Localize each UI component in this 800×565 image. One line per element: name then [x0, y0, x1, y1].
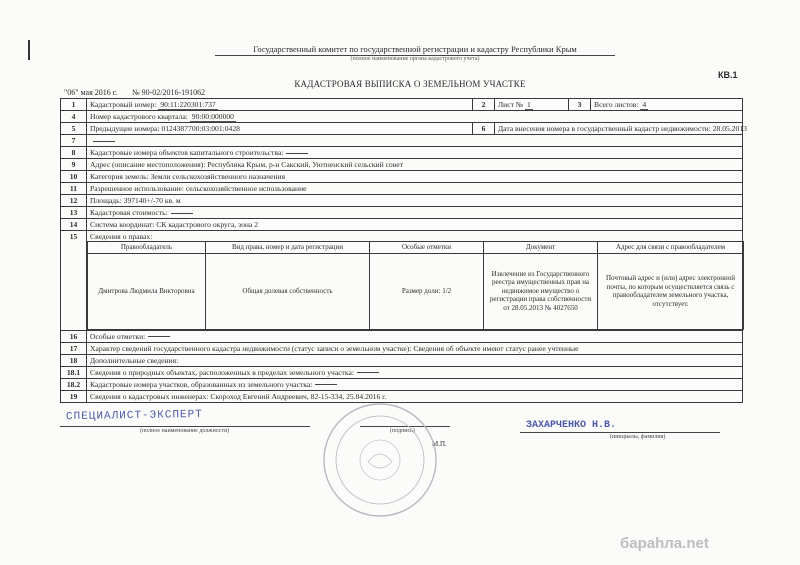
- row-number: 12: [61, 195, 87, 207]
- initials-caption: (инициалы, фамилия): [610, 434, 666, 440]
- area-value: 397140+/-70 кв. м: [123, 196, 181, 205]
- cadastral-number-cell: [87, 99, 473, 111]
- derived-parcels-label: Кадастровые номера участков, образованных из земельного участка:: [90, 379, 313, 389]
- extract-table: [60, 98, 747, 403]
- capital-objects-label: Кадастровые номера объектов капитального строительства:: [90, 148, 284, 157]
- coordinate-system-label: Система координат:: [90, 220, 155, 229]
- rights-header-notes: Особые отметки: [370, 242, 484, 254]
- table-row: [61, 342, 743, 354]
- permitted-use-value: сельскохозяйственное использование: [185, 184, 307, 193]
- scan-mark: [28, 40, 30, 60]
- row-number: 5: [61, 123, 87, 135]
- rights-header-holder: Правообладатель: [88, 242, 206, 254]
- land-category-cell: [87, 171, 743, 183]
- natural-objects-label: Сведения о природных объектах, расположенных в пределах земельного участка:: [90, 367, 354, 377]
- address-value: Республика Крым, р-н Сакский, Уютненский сельский совет: [207, 160, 403, 169]
- row-number: 18.2: [61, 378, 87, 390]
- rights-header-document: Документ: [484, 242, 598, 254]
- record-status-cell: [87, 342, 743, 354]
- official-seal: [320, 400, 440, 520]
- sheet-number-label: Лист №: [498, 100, 524, 109]
- row-7-cell: [87, 135, 743, 147]
- document-date: "06" мая 2016 г.: [64, 88, 118, 97]
- rights-header-type: Вид права, номер и дата регистрации: [206, 242, 370, 254]
- rights-holder: Дмитрова Людмила Викторовна: [88, 253, 206, 329]
- sheet-number-cell: [495, 99, 569, 111]
- permitted-use-label: Разрешенное использование:: [90, 184, 184, 193]
- row-number: 8: [61, 147, 87, 159]
- previous-numbers-value: 0124387700:03:001:0428: [161, 124, 240, 133]
- land-category-label: Категория земель:: [90, 172, 149, 181]
- initials-line: [520, 432, 720, 433]
- coordinate-system-value: СК кадастрового округа, зона 2: [156, 220, 258, 229]
- quarter-number-label: Номер кадастрового квартала:: [90, 112, 188, 121]
- empty-dash: [171, 213, 193, 214]
- table-row: [61, 378, 743, 390]
- table-row: [61, 111, 743, 123]
- total-sheets-label: Всего листов:: [594, 100, 639, 109]
- quarter-number-value: 90:00:000000: [191, 112, 234, 121]
- rights-cell: [87, 231, 743, 331]
- capital-objects-cell: [87, 147, 743, 159]
- record-status-label: Характер сведений государственного кадастра недвижимости (статус записи о земельном участке):: [90, 343, 412, 353]
- registration-date-label: Дата внесения номера в государственный кадастр недвижимости:: [498, 124, 711, 133]
- table-row: [61, 354, 743, 366]
- additional-info-label: Дополнительные сведения:: [90, 355, 179, 365]
- rights-label: Сведения о правах:: [90, 232, 153, 241]
- permitted-use-cell: [87, 183, 743, 195]
- rights-address: Почтовый адрес и (или) адрес электронной почты, по которым осуществляется связь с правообладателем земельного участка, отсутствует.: [598, 253, 744, 329]
- additional-info-cell: [87, 354, 743, 366]
- table-row: [61, 330, 743, 342]
- position-stamp: СПЕЦИАЛИСТ-ЭКСПЕРТ: [65, 408, 203, 424]
- empty-dash: [286, 153, 308, 154]
- organization-name: Государственный комитет по государственной регистрации и кадастру Республики Крым: [215, 44, 615, 56]
- rights-notes: Размер доли: 1/2: [370, 253, 484, 329]
- cadastral-value-label: Кадастровая стоимость:: [90, 208, 168, 217]
- table-row: [61, 159, 743, 171]
- signature-caption: (подпись): [390, 428, 415, 434]
- seal-label: М.П.: [432, 440, 447, 448]
- rights-header-row: [88, 242, 744, 254]
- table-row: [61, 135, 743, 147]
- empty-dash: [148, 336, 170, 337]
- form-code: КВ.1: [718, 70, 738, 80]
- cadastral-number-value: 90:11:220301:737: [160, 100, 216, 109]
- watermark: бараhла.net: [620, 535, 709, 552]
- row-number: 6: [473, 123, 495, 135]
- engineers-value: Скороход Евгений Андреевич, 82-15-334, 25.04.2016 г.: [210, 391, 387, 401]
- row-number: 16: [61, 330, 87, 342]
- total-sheets-value: 4: [642, 100, 647, 109]
- row-number: 11: [61, 183, 87, 195]
- rights-document: Извлечение из Государственного реестра имущественных прав на недвижимое имущество о регистрации права собственности от 28.05.2013 № 4027650: [484, 253, 598, 329]
- rights-type: Общая долевая собственность: [206, 253, 370, 329]
- table-row: [61, 183, 743, 195]
- table-row: [61, 207, 743, 219]
- name-stamp: ЗАХАРЧЕНКО Н.В.: [526, 420, 617, 431]
- table-row: [61, 231, 743, 331]
- land-category-value: Земли сельскохозяйственного назначения: [150, 172, 286, 181]
- row-number: 9: [61, 159, 87, 171]
- rights-data-row: [88, 253, 744, 329]
- table-row: [61, 123, 743, 135]
- sheet-number-value: 1: [526, 100, 531, 109]
- row-number: 15: [61, 231, 87, 331]
- row-number: 19: [61, 390, 87, 402]
- rights-table: [87, 241, 744, 330]
- table-row: [61, 366, 743, 378]
- document-number: № 90-02/2016-191062: [132, 88, 206, 97]
- record-status-value: Сведения об объекте имеют статус ранее учтенные: [413, 343, 579, 353]
- table-row: [61, 147, 743, 159]
- area-label: Площадь:: [90, 196, 122, 205]
- table-row: [61, 195, 743, 207]
- organization-caption: (полное наименование органа кадастрового учета): [350, 56, 480, 62]
- empty-dash: [315, 384, 337, 385]
- previous-numbers-cell: [87, 123, 473, 135]
- empty-dash: [357, 372, 379, 373]
- registration-date-value: 28.05.2013: [712, 124, 747, 133]
- cadastral-number-label: Кадастровый номер:: [90, 100, 157, 109]
- document-title: КАДАСТРОВАЯ ВЫПИСКА О ЗЕМЕЛЬНОМ УЧАСТКЕ: [294, 79, 526, 89]
- row-number: 2: [473, 99, 495, 111]
- row-number: 18: [61, 354, 87, 366]
- row-number: 4: [61, 111, 87, 123]
- derived-parcels-cell: [87, 378, 743, 390]
- total-sheets-cell: [591, 99, 743, 111]
- coordinate-system-cell: [87, 219, 743, 231]
- table-row: [61, 171, 743, 183]
- row-number: 17: [61, 342, 87, 354]
- natural-objects-cell: [87, 366, 743, 378]
- row-number: 14: [61, 219, 87, 231]
- special-marks-cell: [87, 330, 743, 342]
- row-number: 18.1: [61, 366, 87, 378]
- position-line: [60, 426, 310, 427]
- special-marks-label: Особые отметки:: [90, 331, 146, 341]
- position-caption: (полное наименование должности): [140, 428, 230, 434]
- row-number: 7: [61, 135, 87, 147]
- table-row: [61, 99, 743, 111]
- quarter-number-cell: [87, 111, 743, 123]
- cadastral-value-cell: [87, 207, 743, 219]
- row-number: 13: [61, 207, 87, 219]
- area-cell: [87, 195, 743, 207]
- address-label: Адрес (описание местоположения):: [90, 160, 206, 169]
- row-number: 1: [61, 99, 87, 111]
- row-number: 3: [569, 99, 591, 111]
- rights-header-address: Адрес для связи с правообладателем: [598, 242, 744, 254]
- table-row: [61, 219, 743, 231]
- empty-dash: [93, 141, 115, 142]
- address-cell: [87, 159, 743, 171]
- row-number: 10: [61, 171, 87, 183]
- engineers-label: Сведения о кадастровых инженерах:: [90, 391, 209, 401]
- previous-numbers-label: Предыдущие номера:: [90, 124, 160, 133]
- registration-date-cell: [495, 123, 747, 135]
